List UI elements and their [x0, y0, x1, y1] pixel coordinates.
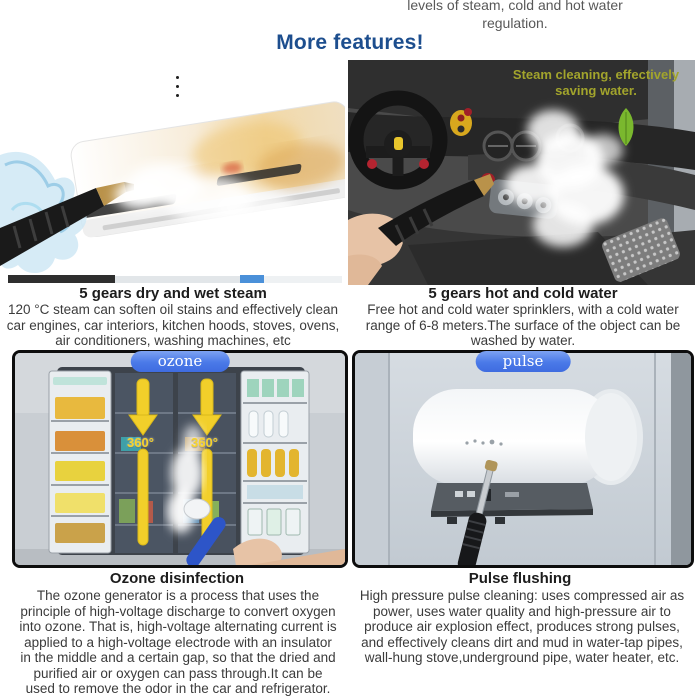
caption-ozone: Ozone disinfection	[109, 570, 245, 587]
page-title: More features!	[276, 31, 424, 54]
rotation-360-label: 360°	[191, 435, 218, 450]
caption-hot-cold-water: 5 gears hot and cold water	[428, 285, 618, 302]
water-heater-illustration	[355, 353, 691, 565]
description-hot-cold-water: Free hot and cold water sprinklers, with a cold water range of 6-8 meters.The surface of the object can be washed by water.	[365, 302, 681, 348]
feature-image-pulse	[352, 350, 694, 568]
fridge-left-door	[49, 371, 111, 553]
feature-image-hot-cold-water	[348, 60, 695, 285]
description-dry-wet-steam: 120 °C steam can soften oil stains and effectively clean car engines, car interiors, kitchen hoods, stoves, ovens, air conditioners, washing machines, etc	[6, 302, 340, 348]
previous-section-partial-text: levels of steam, cold and hot water regulation.	[407, 0, 623, 31]
ozone-badge: ozone	[131, 351, 230, 372]
caption-pulse: Pulse flushing	[468, 570, 572, 587]
rotation-360-label: 360°	[127, 435, 154, 450]
caption-dry-wet-steam: 5 gears dry and wet steam	[79, 285, 267, 302]
air-conditioner-illustration	[0, 60, 345, 285]
cropped-photo-strip	[8, 275, 342, 283]
fridge-illustration	[15, 353, 345, 565]
vertical-dots-icon	[175, 76, 179, 97]
pulse-badge: pulse	[476, 351, 571, 372]
feature-image-ozone	[12, 350, 348, 568]
feature-image-dry-wet-steam	[0, 60, 345, 285]
image-overlay-text: Steam cleaning, effectively saving water.	[512, 67, 680, 98]
description-pulse: High pressure pulse cleaning: uses compressed air as power, uses water quality and high-pressure air to produce air explosion effect, produces strong pulses, and effectively cleans dirt and mud in water-tap pipes, wall-hung stove,underground pipe, water heater, etc.	[359, 588, 685, 665]
fridge-right-door	[241, 371, 309, 553]
description-ozone: The ozone generator is a process that uses the principle of high-voltage discharge to convert oxygen into ozone. That is, high-voltage alternating current is applied to a high-voltage electrode with an insulator in the middle and a certain gap, so that the dried and purified air or oxygen can pass through.It can be used to remove the odor in the car and refrigerator.	[19, 588, 337, 696]
water-heater-tank	[413, 389, 643, 485]
